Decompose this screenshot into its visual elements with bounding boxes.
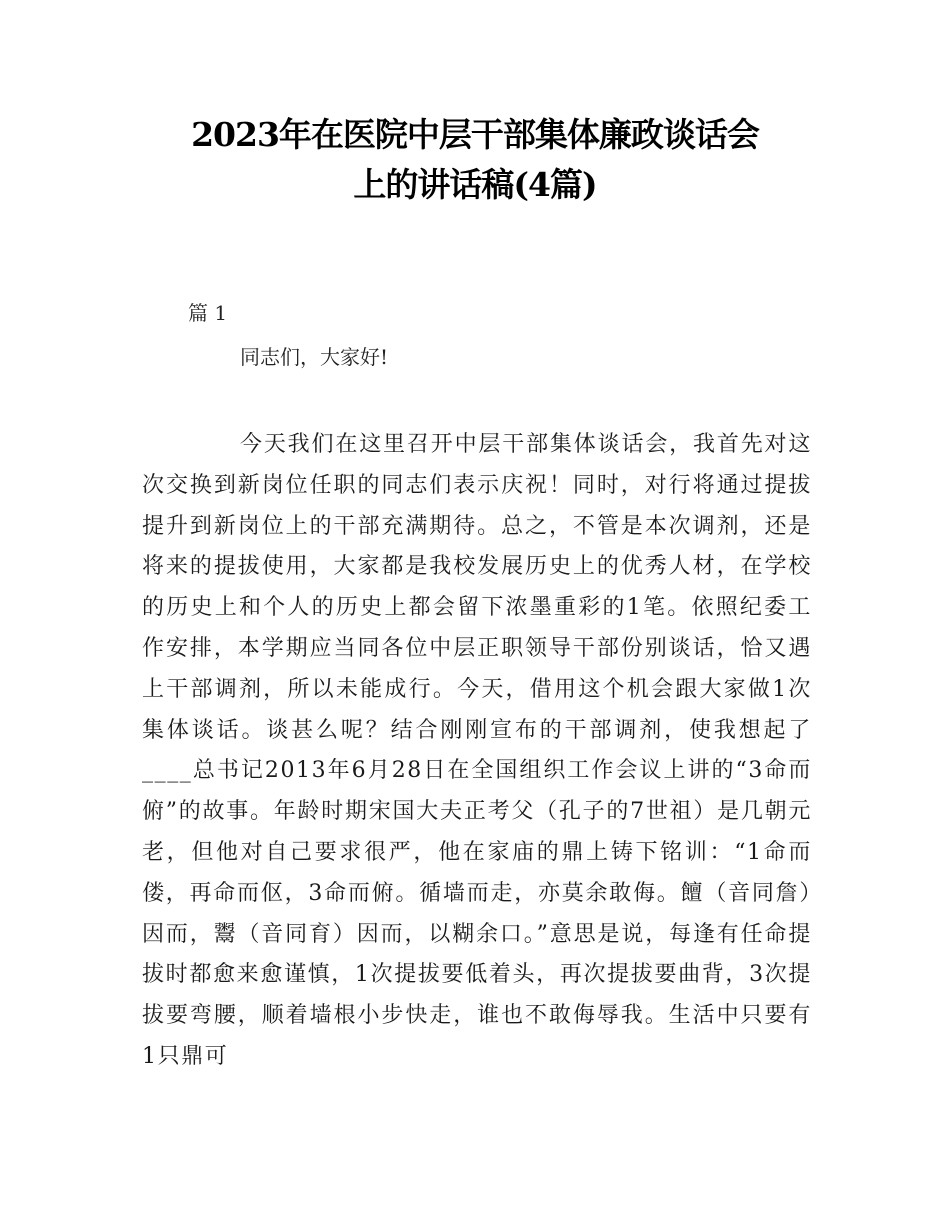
- title-line-2: 上的讲话稿(4篇): [353, 165, 597, 204]
- document-title: [140, 110, 810, 210]
- section-label: 篇 1: [188, 301, 228, 325]
- body-paragraph: 今天我们在这里召开中层干部集体谈话会，我首先对这次交换到新岗位任职的同志们表示庆祝！同时，对行将通过提拔提升到新岗位上的干部充满期待。总之，不管是本次调剂，还是将来的提拔使用，大家都是我校发展历史上的优秀人材，在学校的历史上和个人的历史上都会留下浓墨重彩的1笔。依照纪委工作安排，本学期应当同各位中层正职领导干部份别谈话，恰又遇上干部调剂，所以未能成行。今天，借用这个机会跟大家做1次集体谈话。谈甚么呢？结合刚刚宣布的干部调剂，使我想起了____总书记2013年6月28日在全国组织工作会议上讲的“3命而俯”的故事。年龄时期宋国大夫正考父（孔子的7世祖）是几朝元老，但他对自己要求很严，他在家庙的鼎上铸下铭训：“1命而偻，再命而伛，3命而俯。循墙而走，亦莫余敢侮。饘（音同詹）因而，鬻（音同育）因而，以糊余口。”意思是说，每逢有任命提拔时都愈来愈谨慎，1次提拔要低着头，再次提拔要曲背，3次提拔要弯腰，顺着墙根小步快走，谁也不敢侮辱我。生活中只要有1只鼎可: [142, 432, 812, 1069]
- greeting: 同志们，大家好!: [240, 345, 389, 369]
- title-line-1: 2023年在医院中层干部集体廉政谈话会: [191, 115, 759, 154]
